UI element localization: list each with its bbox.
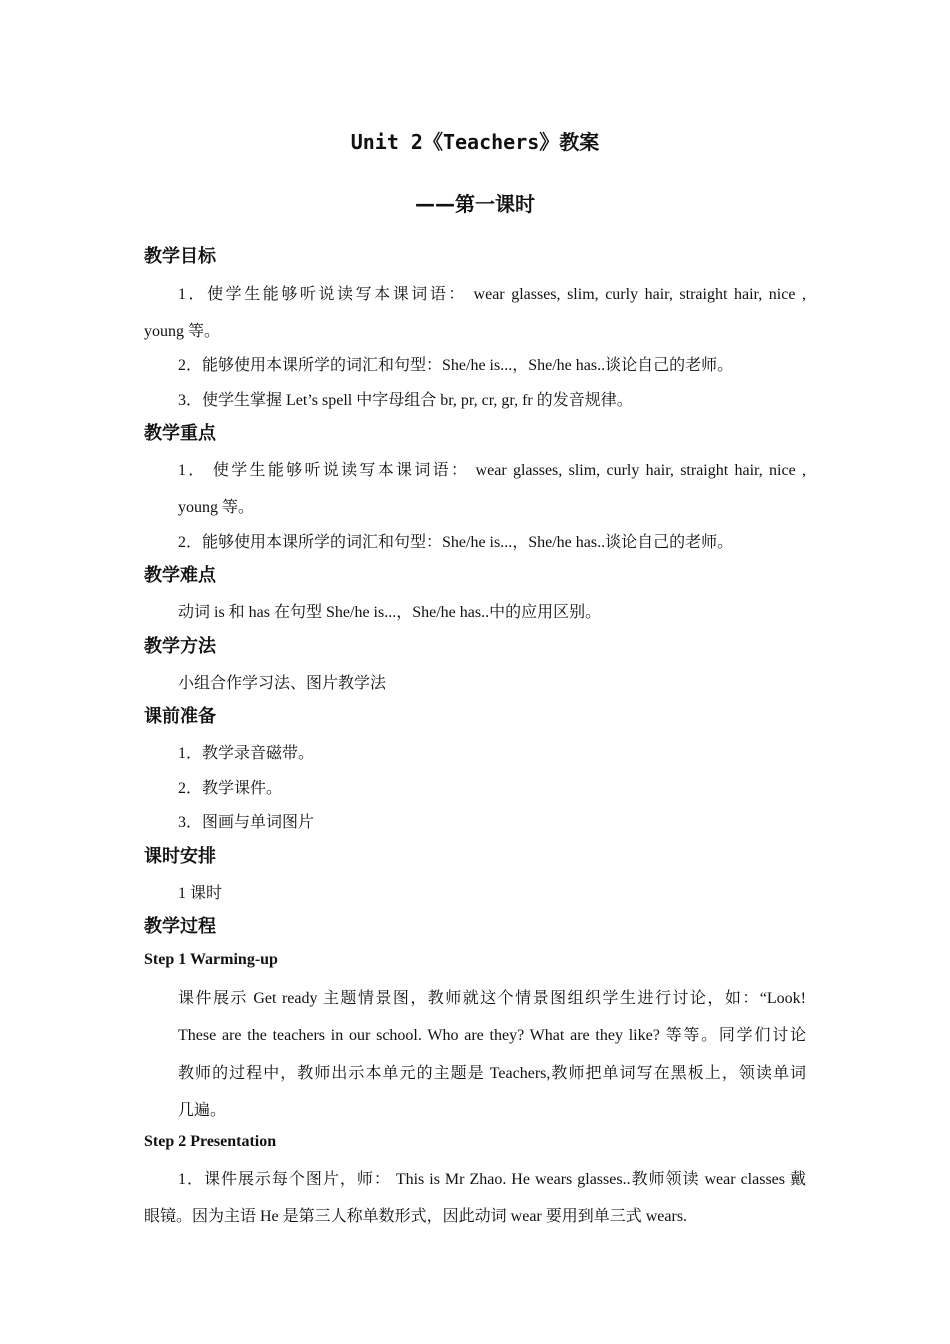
goals-item-1-line-1: 1．使学生能够听说读写本课词语： wear glasses, slim, curly hair, straight hair, nice , xyxy=(178,286,806,303)
step-1-line-1: 课件展示 Get ready 主题情景图，教师就这个情景图组织学生进行讨论，如：“Look! xyxy=(178,990,806,1007)
step-2-title: Step 2 Presentation xyxy=(144,1133,277,1150)
step-1-line-4: 几遍。 xyxy=(178,1102,227,1119)
heading-schedule: 课时安排 xyxy=(144,846,216,867)
heading-preparation: 课前准备 xyxy=(144,706,216,727)
key-points-item-1-line-1: 1． 使学生能够听说读写本课词语： wear glasses, slim, curly hair, straight hair, nice , xyxy=(178,462,806,479)
heading-process: 教学过程 xyxy=(144,916,216,937)
step-2-line-1: 1．课件展示每个图片，师： This is Mr Zhao. He wears glasses..教师领读 wear classes 戴 xyxy=(178,1171,806,1188)
schedule-text: 1 课时 xyxy=(178,885,223,902)
goals-item-1-line-2: young 等。 xyxy=(144,323,221,340)
key-points-item-2: 2．能够使用本课所学的词汇和句型：She/he is...，She/he has..谈论自己的老师。 xyxy=(178,534,734,551)
step-1-title: Step 1 Warming-up xyxy=(144,951,278,968)
document-title: Unit 2《Teachers》教案 xyxy=(350,130,600,154)
goals-item-3: 3．使学生掌握 Let’s spell 中字母组合 br, pr, cr, gr, fr 的发音规律。 xyxy=(178,392,633,409)
difficulties-text: 动词 is 和 has 在句型 She/he is...，She/he has..中的应用区别。 xyxy=(178,604,602,621)
step-2-line-2: 眼镜。因为主语 He 是第三人称单数形式，因此动词 wear 要用到单三式 wears. xyxy=(144,1208,688,1225)
document-subtitle: ——第一课时 xyxy=(415,192,535,216)
preparation-item-2: 2．教学课件。 xyxy=(178,780,283,797)
preparation-item-3: 3．图画与单词图片 xyxy=(178,814,315,831)
heading-difficulties: 教学难点 xyxy=(144,565,216,586)
heading-methods: 教学方法 xyxy=(144,636,216,657)
step-1-line-3: 教师的过程中，教师出示本单元的主题是 Teachers,教师把单词写在黑板上，领读单词 xyxy=(178,1065,806,1082)
step-1-line-2: These are the teachers in our school. Who are they? What are they like? 等等。同学们讨论 xyxy=(178,1027,806,1044)
goals-item-2: 2．能够使用本课所学的词汇和句型：She/he is...，She/he has..谈论自己的老师。 xyxy=(178,357,734,374)
heading-key-points: 教学重点 xyxy=(144,423,216,444)
preparation-item-1: 1．教学录音磁带。 xyxy=(178,745,315,762)
key-points-item-1-line-2: young 等。 xyxy=(178,499,255,516)
heading-goals: 教学目标 xyxy=(144,246,216,267)
methods-text: 小组合作学习法、图片教学法 xyxy=(178,675,387,692)
